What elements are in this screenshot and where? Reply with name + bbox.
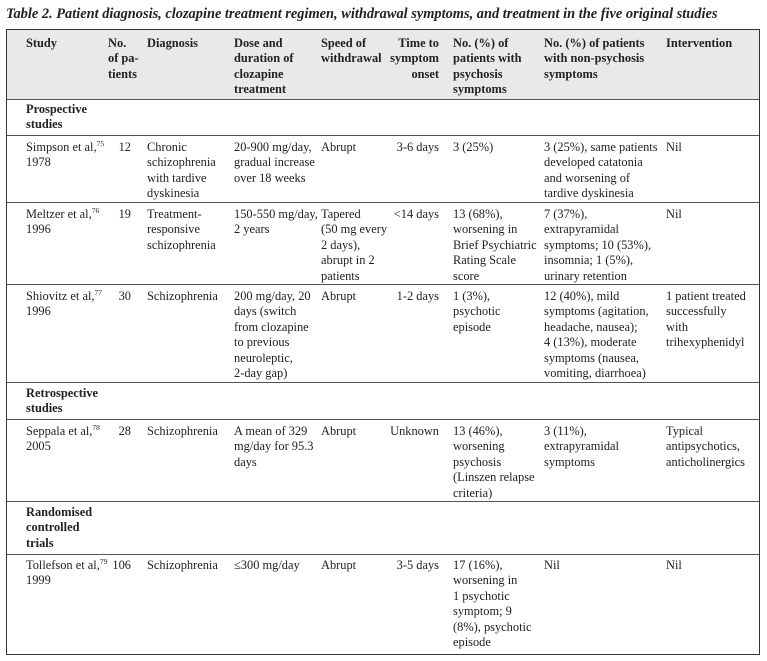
speed-cell: Tapered (50 mg every 2 days), abrupt in 2 patients xyxy=(321,207,388,283)
row-divider xyxy=(7,382,759,383)
row-divider xyxy=(7,554,759,555)
patients-cell: 30 xyxy=(118,289,131,303)
psychosis-cell: 3 (25%) xyxy=(453,140,494,154)
speed-cell: Abrupt xyxy=(321,289,357,303)
header-study: Study xyxy=(26,36,57,50)
header-intervention: Intervention xyxy=(666,36,733,50)
nonpsychosis-cell: 12 (40%), mild symptoms (agitation, headache, nausea); 4 (13%), moderate symptoms (nausea, vomiting, diarrhoea) xyxy=(544,289,649,381)
header-diagnosis: Diagnosis xyxy=(147,36,198,50)
onset-cell: Unknown xyxy=(390,424,439,438)
row-divider xyxy=(7,419,759,420)
section-randomised-trials: Randomised controlled trials xyxy=(26,505,93,550)
diagnosis-cell: Schizophrenia xyxy=(147,424,218,438)
row-divider xyxy=(7,501,759,502)
intervention-cell: Nil xyxy=(666,558,682,572)
dose-cell: A mean of 329 mg/day for 95.3 days xyxy=(234,424,314,469)
onset-cell: 3-6 days xyxy=(396,140,439,154)
nonpsychosis-cell: 7 (37%), extrapyramidal symptoms; 10 (53%), insomnia; 1 (5%), urinary retention xyxy=(544,207,652,283)
dose-cell: 150-550 mg/day, 2 years xyxy=(234,207,318,237)
dose-cell: 20-900 mg/day, gradual increase over 18 weeks xyxy=(234,140,315,185)
diagnosis-cell: Schizophrenia xyxy=(147,558,218,572)
patients-cell: 19 xyxy=(118,207,131,221)
header-speed: Speed of withdrawal xyxy=(321,36,382,66)
patients-cell: 106 xyxy=(112,558,131,572)
data-table xyxy=(6,29,760,655)
psychosis-cell: 13 (46%), worsening psychosis (Linszen relapse criteria) xyxy=(453,424,535,500)
row-divider xyxy=(7,202,759,203)
header-psychosis: No. (%) of patients with psychosis symptoms xyxy=(453,36,522,97)
psychosis-cell: 13 (68%), worsening in Brief Psychiatric Rating Scale score xyxy=(453,207,537,283)
row-divider xyxy=(7,284,759,285)
speed-cell: Abrupt xyxy=(321,424,357,438)
header-nonpsychosis: No. (%) of patients with non-psychosis symptoms xyxy=(544,36,645,81)
intervention-cell: Nil xyxy=(666,207,682,221)
intervention-cell: Typical antipsychotics, anticholinergics xyxy=(666,424,745,469)
table-caption: Table 2. Patient diagnosis, clozapine treatment regimen, withdrawal symptoms, and treatment in the five original studies xyxy=(6,6,718,22)
section-prospective: Prospective studies xyxy=(26,102,88,132)
speed-cell: Abrupt xyxy=(321,558,357,572)
dose-cell: 200 mg/day, 20 days (switch from clozapine to previous neuroleptic, 2-day gap) xyxy=(234,289,311,381)
psychosis-cell: 17 (16%), worsening in 1 psychotic symptom; 9 (8%), psychotic episode xyxy=(453,558,532,650)
study-cell: Tollefson et al,$^{79}$ 1999 xyxy=(26,556,108,588)
nonpsychosis-cell: 3 (11%), extrapyramidal symptoms xyxy=(544,424,619,469)
header-dose: Dose and duration of clozapine treatment xyxy=(234,36,294,97)
section-retrospective: Retrospective studies xyxy=(26,386,99,416)
row-divider xyxy=(7,135,759,136)
study-cell: Seppala et al,$^{78}$ 2005 xyxy=(26,422,100,454)
diagnosis-cell: Schizophrenia xyxy=(147,289,218,303)
diagnosis-cell: Chronic schizophrenia with tardive dyskinesia xyxy=(147,140,216,201)
intervention-cell: Nil xyxy=(666,140,682,154)
psychosis-cell: 1 (3%), psychotic episode xyxy=(453,289,501,334)
speed-cell: Abrupt xyxy=(321,140,357,154)
study-cell: Meltzer et al,$^{76}$ 1996 xyxy=(26,205,100,237)
patients-cell: 12 xyxy=(118,140,131,154)
dose-cell: ≤300 mg/day xyxy=(234,558,300,572)
header-patients: No. of pa- tients xyxy=(108,36,139,81)
diagnosis-cell: Treatment- responsive schizophrenia xyxy=(147,207,216,252)
patients-cell: 28 xyxy=(118,424,131,438)
nonpsychosis-cell: Nil xyxy=(544,558,560,572)
header-onset: Time to symptom onset xyxy=(390,36,439,81)
onset-cell: 1-2 days xyxy=(396,289,439,303)
study-cell: Shiovitz et al,$^{77}$ 1996 xyxy=(26,287,102,319)
nonpsychosis-cell: 3 (25%), same patients developed catatonia and worsening of tardive dyskinesia xyxy=(544,140,658,201)
onset-cell: 3-5 days xyxy=(396,558,439,572)
onset-cell: <14 days xyxy=(393,207,439,221)
study-cell: Simpson et al,$^{75}$ 1978 xyxy=(26,138,105,170)
intervention-cell: 1 patient treated successfully with trihexyphenidyl xyxy=(666,289,746,350)
